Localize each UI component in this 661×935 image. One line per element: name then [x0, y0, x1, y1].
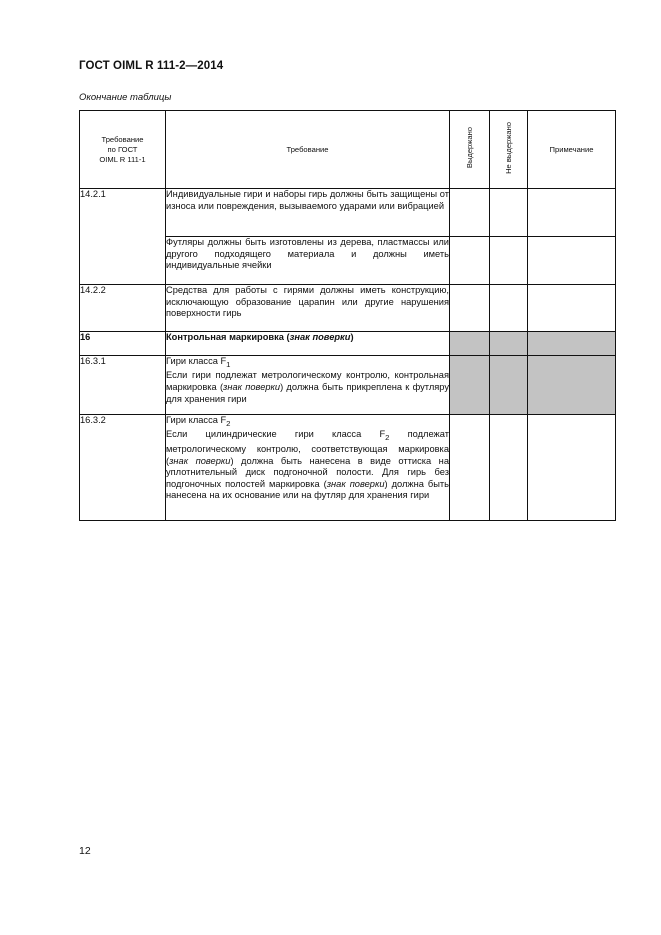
subscript: 2: [385, 433, 390, 443]
row-ref: 16.3.2: [80, 415, 166, 521]
row-ref: 14.2.2: [80, 285, 166, 332]
text-emphasis: знак поверки: [169, 455, 231, 466]
table-row: [80, 285, 616, 332]
row-requirement: Футляры должны быть изготовлены из дерева, пластмассы или другого подходящего материала и должны иметь индивидуальные ячейки: [166, 237, 450, 285]
text-segment: Если гири подлежат метрологическому контролю, контрольная маркировка (: [166, 370, 449, 393]
col-header-not-passed-label: Не выдержано: [503, 122, 513, 174]
row-ref: 16.3.1: [80, 356, 166, 415]
cell-passed: [450, 415, 490, 521]
cell-not-passed: [490, 356, 528, 415]
text-segment: ) должна быть прикреплена к футляру для хранения гири: [166, 382, 449, 404]
table-row-section: [80, 332, 616, 356]
col-header-passed-label: Выдержано: [464, 127, 474, 169]
text-segment: ) должна быть нанесена в виде оттиска на уплотнительный диск подгоночной полости. Для гирь без подгоночных полостей маркировка (: [166, 455, 449, 489]
cell-note: [528, 285, 616, 332]
cell-note: [528, 356, 616, 415]
text-segment: подлежат метрологическому контролю, соответствующая маркировка (: [166, 429, 449, 466]
row-ref: 14.2.1: [80, 189, 166, 285]
row-title: Гири класса F: [166, 415, 227, 425]
cell-passed: [450, 332, 490, 356]
requirements-table: [79, 110, 616, 521]
cell-note: [528, 237, 616, 285]
text-emphasis: знак поверки: [326, 478, 385, 489]
table-row: [80, 415, 616, 521]
text-segment: Контрольная маркировка (: [166, 332, 290, 342]
cell-not-passed: [490, 189, 528, 237]
cell-not-passed: [490, 285, 528, 332]
cell-note: [528, 189, 616, 237]
col-header-not-passed: [490, 111, 528, 189]
subscript: 2: [226, 418, 231, 428]
row-requirement: [166, 332, 450, 356]
col-header-passed: [450, 111, 490, 189]
cell-passed: [450, 189, 490, 237]
document-code: ГОСТ OIML R 111-2—2014: [79, 60, 224, 72]
cell-passed: [450, 237, 490, 285]
subscript: 1: [226, 359, 231, 369]
row-ref: 16: [80, 332, 166, 356]
table-row: [80, 356, 616, 415]
row-requirement: [166, 356, 450, 415]
row-requirement: Средства для работы с гирями должны иметь конструкцию, исключающую образование царапин или другие нарушения поверхности гирь: [166, 285, 450, 332]
cell-passed: [450, 356, 490, 415]
row-title: Гири класса F: [166, 356, 227, 366]
col-header-ref: Требование по ГОСТ OIML R 111-1: [80, 111, 166, 189]
cell-not-passed: [490, 237, 528, 285]
col-header-requirement: Требование: [166, 111, 450, 189]
text-segment: Если цилиндрические гири класса F: [166, 429, 386, 440]
cell-note: [528, 332, 616, 356]
table-row: [80, 189, 616, 237]
cell-note: [528, 415, 616, 521]
row-requirement: Индивидуальные гири и наборы гирь должны быть защищены от износа или повреждения, вызываемого ударами или вибрацией: [166, 189, 450, 237]
col-header-note: Примечание: [528, 111, 616, 189]
cell-not-passed: [490, 332, 528, 356]
cell-passed: [450, 285, 490, 332]
cell-not-passed: [490, 415, 528, 521]
page-number: 12: [79, 845, 91, 857]
table-header-row: [80, 111, 616, 189]
text-emphasis: знак поверки: [223, 382, 281, 393]
row-requirement: [166, 415, 450, 521]
table-caption: Окончание таблицы: [79, 92, 172, 103]
text-emphasis: знак поверки: [289, 332, 351, 342]
text-segment: ) должна быть нанесена на их основание или на футляр для хранения гири: [166, 478, 449, 501]
text-segment: ): [350, 332, 354, 342]
